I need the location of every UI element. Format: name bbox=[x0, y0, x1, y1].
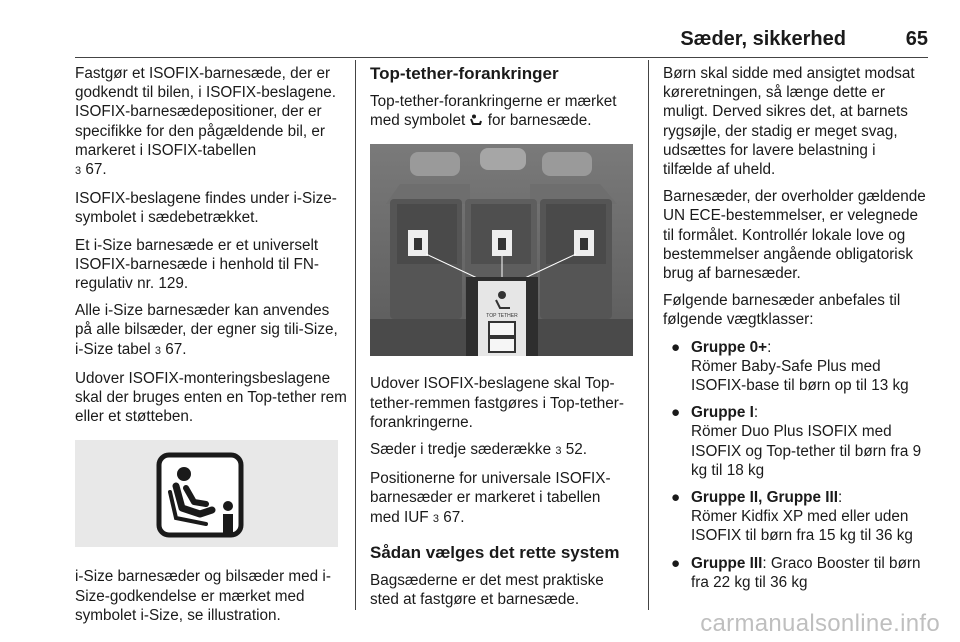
bullet-icon: ● bbox=[671, 489, 681, 507]
paragraph bbox=[75, 64, 350, 181]
paragraph-text: Fastgør et ISOFIX-barnesæde, der er godkendt til bilen, i ISOFIX-beslagene. ISOFIX-barnesædepositioner, der er specifikke for den pågældende bil, er markeret i ISOFIX-tabellen bbox=[75, 65, 337, 159]
isize-symbol-illustration bbox=[75, 440, 338, 547]
page-ref-link[interactable]: 67. bbox=[165, 340, 187, 358]
paragraph bbox=[370, 469, 633, 529]
paragraph: Barnesæder, der overholder gældende UN ECE-bestemmelser, er velegnede til formålet. Kontrollér lokale love og bestemmelser angående obligatorisk brug af barnesæder. bbox=[663, 188, 926, 283]
section-heading: Sådan vælges det rette system bbox=[370, 542, 620, 562]
paragraph-text: for barnesæde. bbox=[487, 112, 592, 130]
watermark: carmanualsonline.info bbox=[700, 610, 940, 637]
ref-arrow-icon: 3 bbox=[432, 512, 440, 525]
list-item: ● Gruppe 0+: Römer Baby-Safe Plus med ISOFIX-base til børn op til 13 kg bbox=[671, 338, 909, 395]
paragraph-text: Positionerne for universale ISOFIX-barnesæder er markeret i tabellen med IUF bbox=[370, 470, 611, 526]
item-text: Römer Kidfix XP med eller uden ISOFIX til børn fra 15 kg til 36 kg bbox=[691, 508, 913, 545]
item-text: Graco Booster til børn fra 22 kg til 36 kg bbox=[691, 554, 921, 591]
recommended-seats-list bbox=[663, 338, 928, 592]
column-divider-1 bbox=[355, 60, 356, 610]
paragraph: Børn skal sidde med ansigtet modsat køreretningen, så længe dette er muligt. Derved sikres det, at barnets rygsøjle, der stadig er meget svag, udsættes for lavere belastning i tilfælde af uheld. bbox=[663, 65, 915, 179]
paragraph: Et i-Size barnesæde er et universelt ISOFIX-barnesæde i henhold til FN-regulativ nr. 129. bbox=[75, 236, 320, 293]
isize-seat-icon bbox=[156, 452, 256, 538]
bullet-icon: ● bbox=[671, 554, 681, 572]
group-label: Gruppe 0+ bbox=[691, 338, 768, 356]
section-heading: Top-tether-forankringer bbox=[370, 64, 559, 83]
header-rule bbox=[75, 57, 928, 58]
column-divider-2 bbox=[648, 60, 649, 610]
illustration-caption: i-Size barnesæder og bilsæder med i-Size-godkendelse er mærket med symbolet i-Size, se illustration. bbox=[75, 568, 331, 624]
group-label: Gruppe II, Gruppe III bbox=[691, 489, 839, 507]
paragraph: Følgende barnesæder anbefales til følgende vægtklasser: bbox=[663, 292, 901, 329]
page-ref-link[interactable]: 67. bbox=[85, 161, 107, 179]
paragraph: ISOFIX-beslagene findes under i-Size-symbolet i sædebetrækket. bbox=[75, 190, 337, 227]
page-number: 65 bbox=[905, 28, 928, 50]
item-text: Römer Duo Plus ISOFIX med ISOFIX og Top-tether til børn fra 9 kg til 18 kg bbox=[691, 423, 922, 479]
list-item: ● Gruppe I: Römer Duo Plus ISOFIX med ISOFIX og Top-tether til børn fra 9 kg til 18 kg bbox=[671, 404, 922, 479]
item-text: Römer Baby-Safe Plus med ISOFIX-base til børn op til 13 kg bbox=[691, 357, 909, 395]
page-ref-link[interactable]: 67. bbox=[443, 508, 465, 526]
column-3 bbox=[663, 64, 928, 600]
page-ref-link[interactable]: 52. bbox=[565, 441, 587, 459]
paragraph-text: Sæder i tredje sæderække bbox=[370, 441, 552, 459]
column-1 bbox=[75, 64, 350, 633]
paragraph-text: Top-tether-forankringerne er mærket med symbolet bbox=[370, 93, 617, 130]
group-label: Gruppe I bbox=[691, 404, 754, 422]
group-label: Gruppe III bbox=[691, 554, 763, 572]
paragraph bbox=[75, 301, 350, 361]
paragraph: Bagsæderne er det mest praktiske sted at fastgøre et barnesæde. bbox=[370, 571, 604, 609]
list-item: ● Gruppe III: Graco Booster til børn fra 22 kg til 36 kg bbox=[671, 554, 921, 591]
ref-arrow-icon: 3 bbox=[555, 445, 562, 458]
child-seat-symbol-icon bbox=[469, 114, 483, 126]
paragraph bbox=[370, 92, 633, 130]
ref-arrow-icon: 3 bbox=[75, 165, 82, 178]
list-item: ● Gruppe II, Gruppe III: Römer Kidfix XP med eller uden ISOFIX til børn fra 15 kg til 36 kg bbox=[671, 489, 913, 545]
top-tether-photo bbox=[370, 144, 633, 356]
paragraph: Udover ISOFIX-beslagene skal Top-tether-remmen fastgøres i Top-tether-forankringerne. bbox=[370, 375, 624, 431]
paragraph bbox=[370, 440, 633, 461]
bullet-icon: ● bbox=[671, 404, 681, 422]
bullet-icon: ● bbox=[671, 338, 681, 356]
section-title: Sæder, sikkerhed bbox=[680, 28, 846, 50]
ref-arrow-icon: 3 bbox=[154, 344, 162, 357]
paragraph-text: Alle i-Size barnesæder kan anvendes på alle bilsæder, der egner sig tili-Size, i-Size tabel bbox=[75, 302, 338, 358]
page-header bbox=[75, 22, 928, 52]
photo-tag-label: TOP TETHER bbox=[486, 313, 518, 320]
column-2 bbox=[370, 64, 633, 617]
paragraph: Udover ISOFIX-monteringsbeslagene skal der bruges enten en Top-tether rem eller et støtteben. bbox=[75, 369, 347, 426]
